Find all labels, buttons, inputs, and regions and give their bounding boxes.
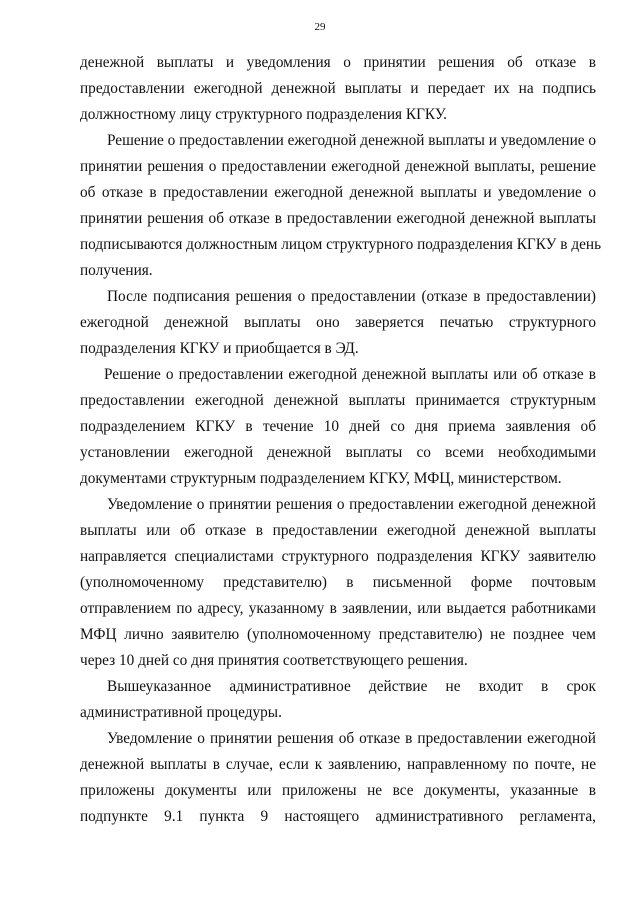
text-line: подразделения КГКУ и приобщается в ЭД. <box>80 340 359 357</box>
text-line: (уполномоченному представителю) в письменной форме почтовым <box>80 574 596 591</box>
text-line: выплаты или об отказе в предоставлении ежегодной денежной выплаты <box>80 522 596 539</box>
text-line: Уведомление о принятии решения об отказе в предоставлении ежегодной <box>107 730 596 747</box>
text-line: Решение о предоставлении ежегодной денежной выплаты или об отказе в <box>104 366 596 383</box>
text-line: предоставлении ежегодной денежной выплаты принимается структурным <box>80 392 596 409</box>
text-line: отправлением по адресу, указанному в заявлении, или выдается работниками <box>80 600 596 617</box>
text-line: приложены документы или приложены не все документы, указанные в <box>80 782 596 799</box>
text-line: денежной выплаты в случае, если к заявлению, направленному по почте, не <box>80 756 596 773</box>
text-line: принятии решения о предоставлении ежегодной денежной выплаты, решение <box>80 158 596 175</box>
page-number: 29 <box>314 21 326 33</box>
text-line: об отказе в предоставлении ежегодной денежной выплаты и уведомление о <box>80 184 596 201</box>
text-line: ежегодной денежной выплаты оно заверяется печатью структурного <box>80 314 596 331</box>
text-line: подпункте 9.1 пункта 9 настоящего административного регламента, <box>80 808 596 825</box>
text-line: подразделением КГКУ в течение 10 дней со дня приема заявления об <box>80 418 596 435</box>
text-line: денежной выплаты и уведомления о принятии решения об отказе в <box>80 54 596 71</box>
text-line: установлении ежегодной денежной выплаты со всеми необходимыми <box>80 444 596 461</box>
text-line: подписываются должностным лицом структурного подразделения КГКУ в день <box>80 236 602 253</box>
text-line: получения. <box>80 262 153 279</box>
text-line: документами структурным подразделением КГКУ, МФЦ, министерством. <box>80 470 562 487</box>
text-line: принятии решения об отказе в предоставлении ежегодной денежной выплаты <box>80 210 596 227</box>
text-line: Уведомление о принятии решения о предоставлении ежегодной денежной <box>107 496 596 513</box>
text-line: должностному лицу структурного подразделения КГКУ. <box>80 106 447 123</box>
text-line: Решение о предоставлении ежегодной денежной выплаты и уведомление о <box>107 132 597 149</box>
text-line: направляется специалистами структурного подразделения КГКУ заявителю <box>80 548 596 565</box>
text-line: через 10 дней со дня принятия соответствующего решения. <box>80 652 468 669</box>
text-line: Вышеуказанное административное действие не входит в срок <box>107 678 596 695</box>
text-line: После подписания решения о предоставлении (отказе в предоставлении) <box>107 288 596 305</box>
text-line: МФЦ лично заявителю (уполномоченному представителю) не позднее чем <box>80 626 596 643</box>
text-line: административной процедуры. <box>80 704 282 721</box>
text-line: предоставлении ежегодной денежной выплаты и передает их на подпись <box>80 80 596 97</box>
